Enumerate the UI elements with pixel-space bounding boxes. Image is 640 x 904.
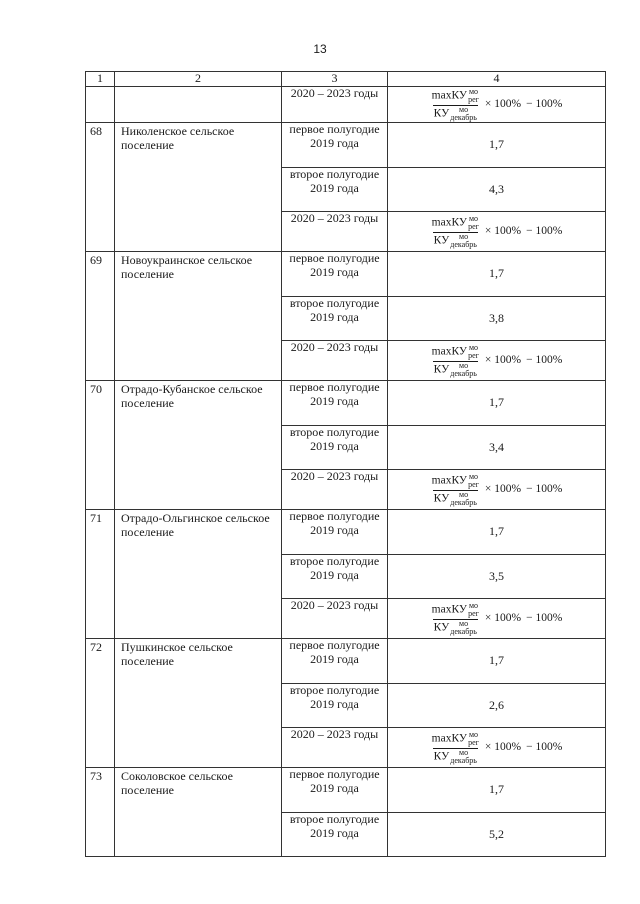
formula-fraction <box>431 344 480 378</box>
formula-numerator: maxКУ <box>431 89 468 102</box>
formula-subtraction: − 100% <box>526 740 563 753</box>
header-col-1: 1 <box>86 72 115 87</box>
period-cell: 2020 – 2023 годы <box>282 341 388 381</box>
period-cell: 2020 – 2023 годы <box>282 728 388 768</box>
table-row <box>86 381 606 426</box>
formula-denominator-sup: мо <box>459 360 469 370</box>
row-number: 69 <box>86 252 115 381</box>
formula-denominator-sup: мо <box>459 489 469 499</box>
formula-subtraction: − 100% <box>526 224 563 237</box>
period-cell: 2020 – 2023 годы <box>282 470 388 510</box>
period-cell: первое полугодие 2019 года <box>282 768 388 813</box>
settlement-name: Отрадо-Ольгинское сельское поселение <box>115 510 282 639</box>
formula-numerator: maxКУ <box>431 732 468 745</box>
formula-numerator-sub: рег <box>468 737 479 747</box>
period-cell: первое полугодие 2019 года <box>282 252 388 297</box>
formula-denominator: КУ <box>433 107 450 120</box>
formula-subtraction: − 100% <box>526 353 563 366</box>
table-row <box>86 639 606 684</box>
period-cell: второе полугодие 2019 года <box>282 555 388 599</box>
settlement-name: Новоукраинское сельское поселение <box>115 252 282 381</box>
formula-denominator: КУ <box>433 621 450 634</box>
formula-denominator-sub: декабрь <box>450 239 477 249</box>
row-number: 72 <box>86 639 115 768</box>
formula-denominator-sup: мо <box>459 231 469 241</box>
period-cell: второе полугодие 2019 года <box>282 813 388 857</box>
growth-formula <box>388 473 605 507</box>
period-cell: второе полугодие 2019 года <box>282 297 388 341</box>
table-row <box>86 510 606 555</box>
table-row <box>86 768 606 813</box>
formula-numerator: maxКУ <box>431 345 468 358</box>
settlement-name: Соколовское сельское поселение <box>115 768 282 857</box>
formula-fraction <box>431 215 480 249</box>
formula-denominator-sup: мо <box>459 618 469 628</box>
growth-formula <box>388 731 605 765</box>
growth-formula <box>388 215 605 249</box>
page-number: 13 <box>313 42 327 56</box>
formula-cell <box>388 341 606 381</box>
value-cell: 3,8 <box>388 297 606 341</box>
period-cell: второе полугодие 2019 года <box>282 426 388 470</box>
formula-multiplier: × 100% <box>484 224 522 237</box>
row-number: 71 <box>86 510 115 639</box>
settlement-name: Отрадо-Кубанское сельское поселение <box>115 381 282 510</box>
settlement-name: Николенское сельское поселение <box>115 123 282 252</box>
growth-formula <box>388 88 605 122</box>
period-cell: второе полугодие 2019 года <box>282 684 388 728</box>
formula-numerator-sup: мо <box>468 471 479 481</box>
value-cell: 1,7 <box>388 510 606 555</box>
formula-denominator: КУ <box>433 234 450 247</box>
formula-numerator-sup: мо <box>468 213 479 223</box>
settlement-name <box>115 87 282 123</box>
formula-subtraction: − 100% <box>526 611 563 624</box>
period-cell: 2020 – 2023 годы <box>282 599 388 639</box>
formula-denominator-sub: декабрь <box>450 755 477 765</box>
value-cell: 1,7 <box>388 639 606 684</box>
formula-numerator-sup: мо <box>468 729 479 739</box>
value-cell: 2,6 <box>388 684 606 728</box>
period-cell: 2020 – 2023 годы <box>282 212 388 252</box>
growth-formula <box>388 602 605 636</box>
header-col-3: 3 <box>282 72 388 87</box>
value-cell: 1,7 <box>388 381 606 426</box>
formula-multiplier: × 100% <box>484 353 522 366</box>
value-cell: 1,7 <box>388 768 606 813</box>
formula-cell <box>388 599 606 639</box>
formula-multiplier: × 100% <box>484 611 522 624</box>
formula-subtraction: − 100% <box>526 482 563 495</box>
formula-cell <box>388 87 606 123</box>
formula-denominator-sup: мо <box>459 104 469 114</box>
formula-subtraction: − 100% <box>526 97 563 110</box>
period-cell: второе полугодие 2019 года <box>282 168 388 212</box>
period-cell: первое полугодие 2019 года <box>282 510 388 555</box>
formula-multiplier: × 100% <box>484 482 522 495</box>
formula-denominator: КУ <box>433 363 450 376</box>
formula-numerator: maxКУ <box>431 603 468 616</box>
value-cell: 5,2 <box>388 813 606 857</box>
formula-numerator-sub: рег <box>468 608 479 618</box>
value-cell: 4,3 <box>388 168 606 212</box>
formula-denominator-sub: декабрь <box>450 497 477 507</box>
formula-numerator-sup: мо <box>468 342 479 352</box>
row-number <box>86 87 115 123</box>
row-number: 68 <box>86 123 115 252</box>
value-cell: 3,5 <box>388 555 606 599</box>
formula-cell <box>388 212 606 252</box>
formula-numerator-sup: мо <box>468 600 479 610</box>
formula-multiplier: × 100% <box>484 740 522 753</box>
formula-denominator-sup: мо <box>459 747 469 757</box>
formula-numerator: maxКУ <box>431 216 468 229</box>
period-cell: первое полугодие 2019 года <box>282 639 388 684</box>
period-cell: первое полугодие 2019 года <box>282 381 388 426</box>
formula-denominator: КУ <box>433 492 450 505</box>
formula-numerator-sub: рег <box>468 94 479 104</box>
value-cell: 3,4 <box>388 426 606 470</box>
formula-fraction <box>431 88 480 122</box>
formula-multiplier: × 100% <box>484 97 522 110</box>
formula-denominator-sub: декабрь <box>450 368 477 378</box>
continuation-row <box>86 87 606 123</box>
value-cell: 1,7 <box>388 252 606 297</box>
formula-denominator-sub: декабрь <box>450 626 477 636</box>
formula-numerator: maxКУ <box>431 474 468 487</box>
growth-formula <box>388 344 605 378</box>
header-col-4: 4 <box>388 72 606 87</box>
table-header-row <box>86 72 606 87</box>
period-cell: первое полугодие 2019 года <box>282 123 388 168</box>
formula-cell <box>388 728 606 768</box>
formula-numerator-sub: рег <box>468 221 479 231</box>
header-col-2: 2 <box>115 72 282 87</box>
settlement-name: Пушкинское сельское поселение <box>115 639 282 768</box>
formula-numerator-sup: мо <box>468 86 479 96</box>
formula-numerator-sub: рег <box>468 479 479 489</box>
formula-fraction <box>431 602 480 636</box>
tariff-table <box>85 71 606 857</box>
formula-cell <box>388 470 606 510</box>
formula-numerator-sub: рег <box>468 350 479 360</box>
formula-fraction <box>431 473 480 507</box>
row-number: 70 <box>86 381 115 510</box>
period-cell: 2020 – 2023 годы <box>282 87 388 123</box>
table-row <box>86 252 606 297</box>
value-cell: 1,7 <box>388 123 606 168</box>
row-number: 73 <box>86 768 115 857</box>
table-row <box>86 123 606 168</box>
formula-denominator-sub: декабрь <box>450 112 477 122</box>
formula-denominator: КУ <box>433 750 450 763</box>
formula-fraction <box>431 731 480 765</box>
